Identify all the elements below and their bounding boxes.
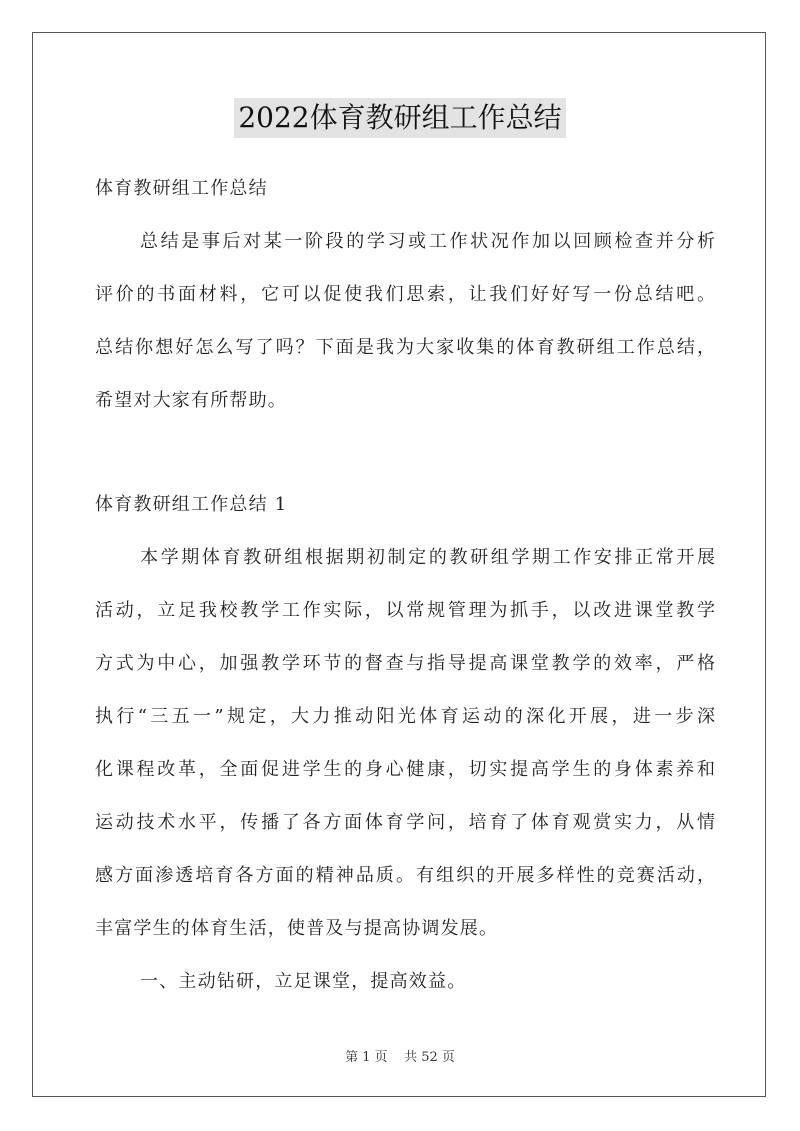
- intro-line-3: 总结你想好怎么写了吗？下面是我为大家收集的体育教研组工作总结，: [95, 337, 715, 358]
- section1-line-4: 执行“三五一”规定，大力推动阳光体育运动的深化开展，进一步深: [95, 706, 715, 727]
- page-number-footer: 第 1 页 共 52 页: [345, 1050, 455, 1065]
- section1-line-3: 方式为中心，加强教学环节的督查与指导提高课堂教学的效率，严格: [95, 653, 715, 674]
- intro-line-4: 希望对大家有所帮助。: [95, 390, 287, 411]
- document-title: 2022体育教研组工作总结: [234, 98, 565, 138]
- title-container: [0, 98, 800, 138]
- intro-heading: 体育教研组工作总结: [95, 178, 268, 199]
- section1-line-8: 丰富学生的体育生活，使普及与提高协调发展。: [95, 918, 499, 939]
- section1-line-7: 感方面渗透培育各方面的精神品质。有组织的开展多样性的竞赛活动，: [95, 865, 715, 886]
- section1-line-5: 化课程改革，全面促进学生的身心健康，切实提高学生的身体素养和: [95, 759, 715, 780]
- intro-line-1: 总结是事后对某一阶段的学习或工作状况作加以回顾检查并分析: [140, 231, 715, 252]
- section1-line-6: 运动技术水平，传播了各方面体育学问，培育了体育观赏实力，从情: [95, 812, 715, 833]
- section1-heading: 体育教研组工作总结 1: [95, 494, 288, 515]
- section1-line-2: 活动，立足我校教学工作实际，以常规管理为抓手，以改进课堂教学: [95, 600, 715, 621]
- section1-subheading: 一、主动钻研，立足课堂，提高效益。: [140, 971, 467, 992]
- section1-line-1: 本学期体育教研组根据期初制定的教研组学期工作安排正常开展: [140, 547, 715, 568]
- intro-line-2: 评价的书面材料，它可以促使我们思索，让我们好好写一份总结吧。: [95, 284, 715, 305]
